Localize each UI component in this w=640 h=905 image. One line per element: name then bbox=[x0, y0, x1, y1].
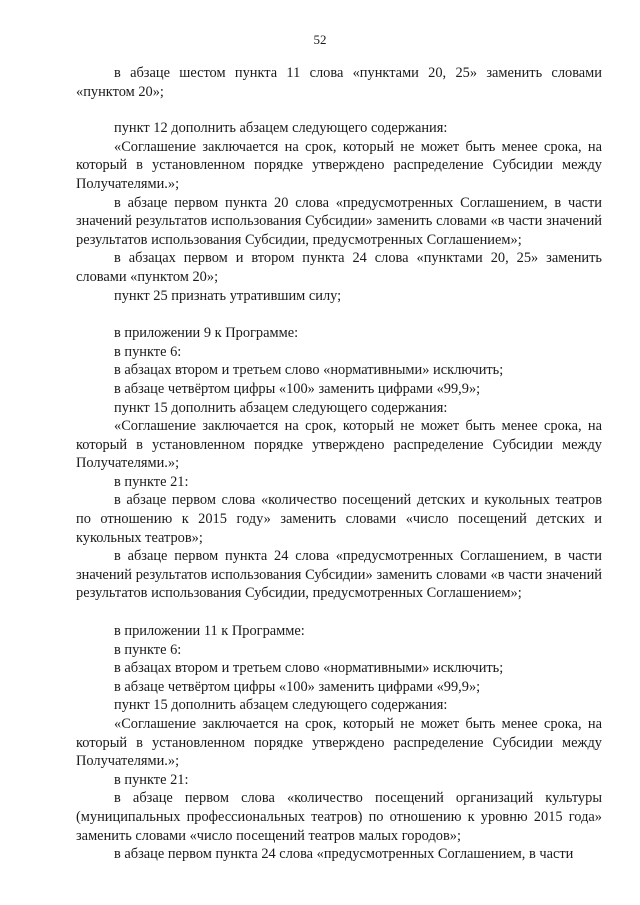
paragraph-point-25-void: пункт 25 признать утратившим силу; bbox=[114, 287, 342, 304]
paragraph-annex-9-point-21: в пункте 21: bbox=[114, 473, 189, 490]
paragraph-amend-point-24: в абзацах первом и втором пункта 24 слова «пунктами 20, 25» заменить словами «пунктом 20»; bbox=[76, 250, 602, 285]
paragraph-annex-11-amend-point-21: в абзаце первом слова «количество посещений организаций культуры (муниципальных профессиональных театров) по отношению к уровню 2015 года» заменить словами «число посещений театров малых городов»; bbox=[76, 790, 602, 844]
paragraph-annex-9-amend-point-21: в абзаце первом слова «количество посещений детских и кукольных театров по отношению к 2015 году» заменить словами «число посещений детских и кукольных театров»; bbox=[76, 492, 602, 546]
paragraph-annex-9-remove-normative: в абзацах втором и третьем слово «нормативными» исключить; bbox=[114, 362, 504, 379]
paragraph-annex-11-heading: в приложении 11 к Программе: bbox=[114, 623, 305, 640]
paragraph-annex-9-point-15-intro: пункт 15 дополнить абзацем следующего содержания: bbox=[114, 399, 448, 416]
paragraph-annex-11-agreement-term: «Соглашение заключается на срок, который не может быть менее срока, на который в установленном порядке утверждено распределение Субсидии между Получателями.»; bbox=[76, 716, 602, 770]
paragraph-annex-11-point-6: в пункте 6: bbox=[114, 641, 182, 658]
paragraph-annex-11-point-15-intro: пункт 15 дополнить абзацем следующего содержания: bbox=[114, 697, 448, 714]
document-body bbox=[76, 64, 602, 864]
paragraph-amend-point-11: в абзаце шестом пункта 11 слова «пунктами 20, 25» заменить словами «пунктом 20»; bbox=[76, 65, 602, 100]
paragraph-annex-9-point-6: в пункте 6: bbox=[114, 343, 182, 360]
paragraph-point-12-intro: пункт 12 дополнить абзацем следующего содержания: bbox=[114, 120, 448, 137]
paragraph-annex-9-amend-point-24: в абзаце первом пункта 24 слова «предусмотренных Соглашением, в части значений результатов использования Субсидии» заменить словами «в части значений результатов использования Субсидии, предусмотренных Соглашением»; bbox=[76, 548, 602, 602]
paragraph-annex-9-replace-digits: в абзаце четвёртом цифры «100» заменить цифрами «99,9»; bbox=[114, 380, 481, 397]
paragraph-annex-9-agreement-term: «Соглашение заключается на срок, который не может быть менее срока, на который в установленном порядке утверждено распределение Субсидии между Получателями.»; bbox=[76, 418, 602, 472]
paragraph-annex-11-remove-normative: в абзацах втором и третьем слово «нормативными» исключить; bbox=[114, 660, 504, 677]
paragraph-agreement-term: «Соглашение заключается на срок, который не может быть менее срока, на который в установленном порядке утверждено распределение Субсидии между Получателями.»; bbox=[76, 138, 602, 192]
page-number: 52 bbox=[313, 32, 327, 47]
paragraph-amend-point-20: в абзаце первом пункта 20 слова «предусмотренных Соглашением, в части значений результатов использования Субсидии» заменить словами «в части значений результатов использования Субсидии, предусмотренных Соглашением»; bbox=[76, 194, 602, 248]
paragraph-annex-11-replace-digits: в абзаце четвёртом цифры «100» заменить цифрами «99,9»; bbox=[114, 678, 481, 695]
paragraph-annex-11-amend-point-24: в абзаце первом пункта 24 слова «предусмотренных Соглашением, в части bbox=[114, 846, 574, 863]
paragraph-annex-9-heading: в приложении 9 к Программе: bbox=[114, 325, 299, 342]
paragraph-annex-11-point-21: в пункте 21: bbox=[114, 771, 189, 788]
